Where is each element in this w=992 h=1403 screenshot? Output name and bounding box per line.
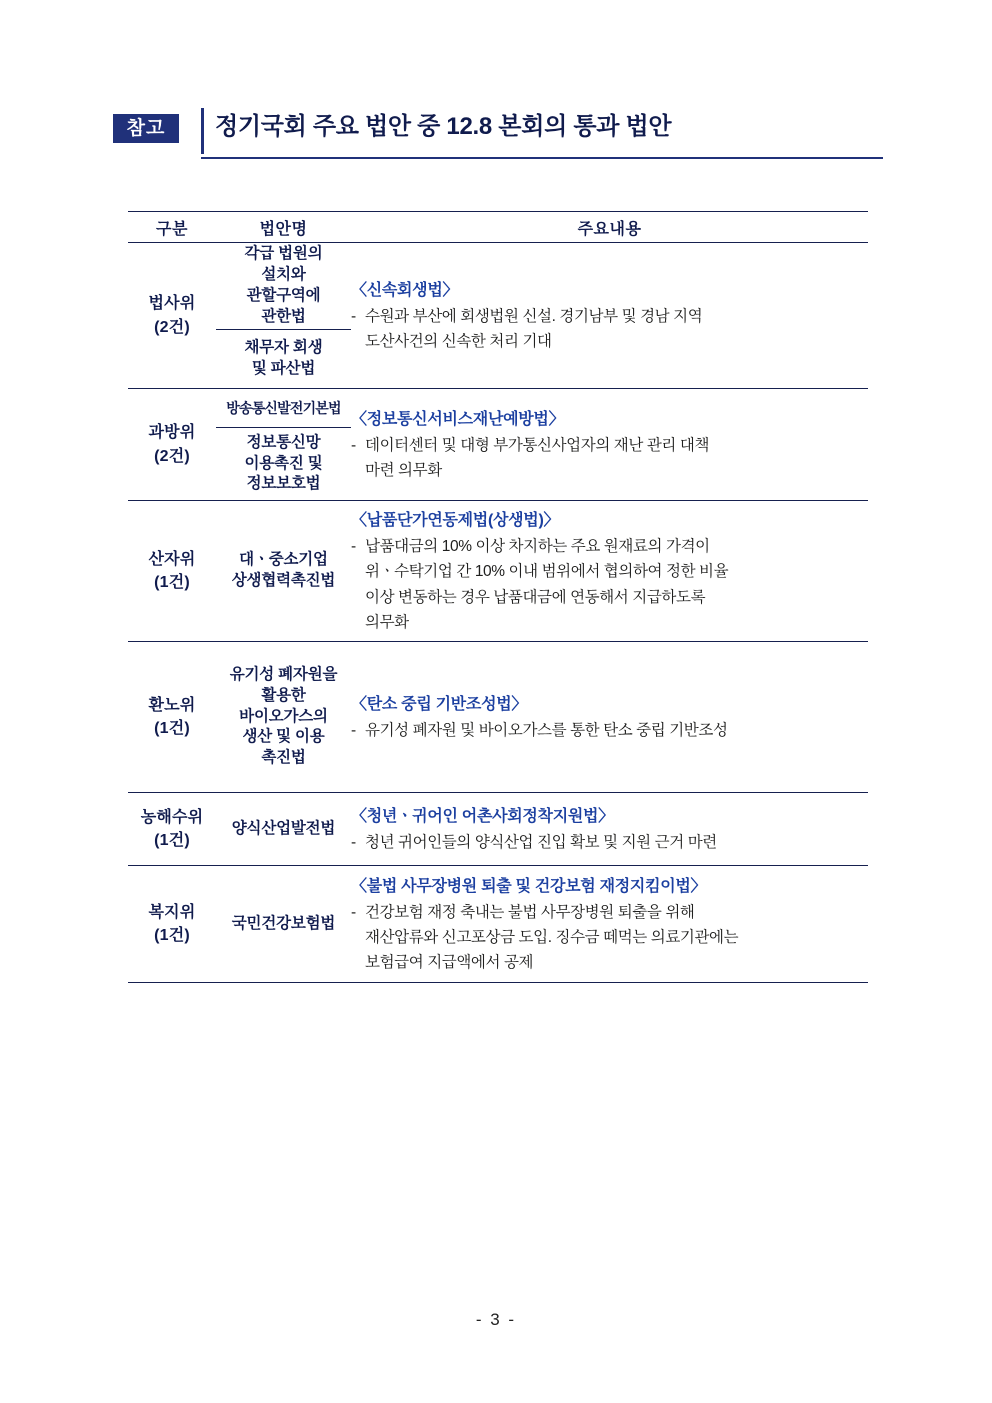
content-cont-line: 재산압류와 신고포상금 도입. 징수금 떼먹는 의료기관에는 (365, 928, 739, 946)
table-row (128, 793, 868, 866)
table-row (128, 243, 868, 330)
bill-name-line: 관할구역에 (246, 287, 321, 304)
category-count-line: (1건) (154, 720, 190, 737)
bill-name-line: 정보보호법 (246, 475, 321, 493)
header-vertical-divider (201, 108, 204, 154)
table-row (128, 501, 868, 642)
bill-name-line: 정보통신망 (246, 433, 321, 451)
cell-content-5 (351, 793, 868, 866)
category-label-line: 환노위 (148, 696, 196, 714)
bill-name-line: 대ㆍ중소기업 (239, 551, 328, 569)
bill-name-line: 관한법 (261, 307, 306, 325)
cell-category-3 (128, 501, 216, 642)
cell-category-2 (128, 389, 216, 501)
cell-bill-name-4 (216, 642, 351, 793)
bill-name-line: 활용한 (261, 686, 306, 704)
category-label-line: 복지위 (148, 903, 196, 921)
table-header-row (128, 212, 868, 243)
dash-marker: - (351, 721, 356, 739)
column-header-bill-name: 법안명 (216, 212, 351, 243)
bill-name-line: 촉진법 (261, 749, 306, 767)
content-bullet-line: - 납품대금의 10% 이상 차지하는 주요 원재료의 가격이 (351, 534, 868, 559)
column-header-main-content: 주요내용 (351, 212, 868, 243)
category-label-line: 과방위 (148, 424, 196, 442)
table-row (128, 866, 868, 983)
bill-name-line: 설치와 (261, 266, 306, 284)
category-count-line: (1건) (154, 574, 190, 591)
bill-name-line: 채무자 회생 (244, 339, 323, 357)
content-bullet-line: - 건강보험 재정 축내는 불법 사무장병원 퇴출을 위해 (351, 900, 868, 925)
content-title-2: 〈정보통신서비스재난예방법〉 (351, 410, 565, 428)
content-body-1 (351, 304, 868, 354)
content-title-1: 〈신속회생법〉 (351, 281, 459, 299)
content-bullet-line: - 청년 귀어인들의 양식산업 진입 확보 및 지원 근거 마련 (351, 830, 868, 855)
cell-bill-name-5 (216, 793, 351, 866)
bill-name-line: 이용촉진 및 (244, 454, 323, 472)
cell-bill-name-3 (216, 501, 351, 642)
page-title: 정기국회 주요 법안 중 12.8 본회의 통과 법안 (215, 113, 672, 140)
bill-name-line: 상생협력촉진법 (231, 572, 336, 589)
content-body-3 (351, 534, 868, 634)
cell-content-6 (351, 866, 868, 983)
content-title-6: 〈불법 사무장병원 퇴출 및 건강보험 재정지킴이법〉 (351, 877, 707, 895)
dash-marker: - (351, 538, 356, 556)
content-bullet-line: - 수원과 부산에 회생법원 신설. 경기남부 및 경남 지역 (351, 304, 868, 329)
category-count-line: (1건) (154, 927, 190, 944)
category-label-line: 산자위 (148, 550, 196, 568)
content-body-5 (351, 830, 868, 855)
bill-name-line: 생산 및 이용 (242, 728, 325, 746)
category-count-line: (1건) (154, 832, 190, 849)
cell-category-6 (128, 866, 216, 983)
page-number: - 3 - (475, 1310, 517, 1329)
dash-marker: - (351, 903, 356, 921)
bill-name-line: 바이오가스의 (239, 707, 328, 725)
cell-category-5 (128, 793, 216, 866)
content-bullet-line: - 유기성 폐자원 및 바이오가스를 통한 탄소 중립 기반조성 (351, 718, 868, 743)
bill-name-line: 및 파산법 (251, 360, 316, 377)
bill-name-line: 각급 법원의 (244, 245, 323, 263)
content-cont-line: 마련 의무화 (365, 462, 442, 479)
header-horizontal-rule (201, 157, 883, 159)
bills-table-container (128, 211, 868, 983)
category-label-line: 농해수위 (140, 808, 204, 826)
cell-content-1 (351, 243, 868, 389)
cell-category-4 (128, 642, 216, 793)
document-header (113, 108, 883, 164)
cell-content-4 (351, 642, 868, 793)
cell-content-2 (351, 389, 868, 501)
cell-bill-name-1b (216, 330, 351, 389)
content-body-6 (351, 900, 868, 975)
cell-category-1 (128, 243, 216, 389)
category-count-line: (2건) (154, 447, 190, 465)
cell-content-3 (351, 501, 868, 642)
content-title-4: 〈탄소 중립 기반조성법〉 (351, 695, 528, 713)
cell-bill-name-6 (216, 866, 351, 983)
content-cont-line: 의무화 (365, 613, 409, 631)
bill-name-line: 유기성 폐자원을 (229, 665, 338, 683)
content-body-4 (351, 718, 868, 743)
table-row (128, 642, 868, 793)
content-cont-line: 위ㆍ수탁기업 간 10% 이내 범위에서 협의하여 정한 비율 (365, 563, 729, 581)
reference-badge: 참고 (113, 114, 179, 143)
bill-name-line: 양식산업발전법 (231, 819, 336, 837)
category-count-line1: (2건) (154, 318, 190, 336)
cell-bill-name-2a (216, 389, 351, 428)
content-bullet-line: - 데이터센터 및 대형 부가통신사업자의 재난 관리 대책 (351, 433, 868, 458)
cell-bill-name-1a (216, 243, 351, 330)
table-row (128, 389, 868, 428)
cell-bill-name-2b (216, 428, 351, 501)
dash-marker: - (351, 833, 356, 851)
content-cont-line: 이상 변동하는 경우 납품대금에 연동해서 지급하도록 (365, 588, 706, 606)
bills-table (128, 211, 868, 983)
content-body-2 (351, 433, 868, 483)
dash-marker: - (351, 436, 356, 454)
column-header-category: 구분 (128, 212, 216, 243)
category-label-line1: 법사위 (148, 295, 196, 313)
bill-name-line: 국민건강보험법 (231, 914, 336, 932)
content-title-5: 〈청년ㆍ귀어인 어촌사회정착지원법〉 (351, 807, 614, 825)
content-cont-line: 도산사건의 신속한 처리 기대 (365, 333, 552, 350)
dash-marker: - (351, 307, 356, 325)
content-cont-line: 보험급여 지급액에서 공제 (365, 954, 534, 972)
bill-name-line: 방송통신발전기본법 (226, 399, 341, 416)
content-title-3: 〈납품단가연동제법(상생법)〉 (351, 512, 560, 530)
